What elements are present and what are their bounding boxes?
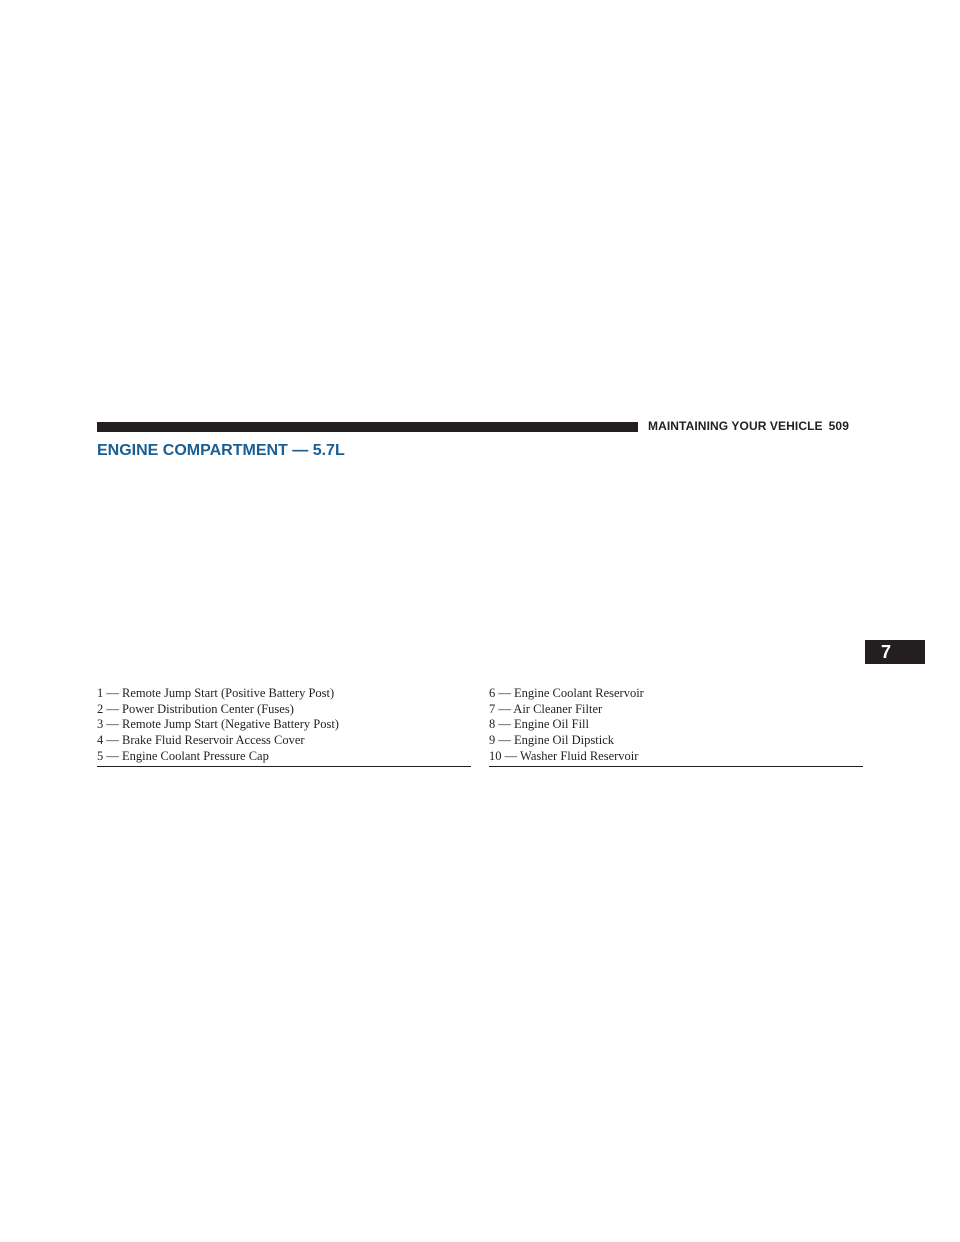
chapter-number: 7: [881, 642, 892, 662]
legend-item-10: 10 — Washer Fluid Reservoir: [489, 748, 639, 763]
legend-left-column: [97, 686, 471, 767]
legend-item-7: 7 — Air Cleaner Filter: [489, 701, 603, 716]
legend-right-column: [489, 686, 863, 767]
legend-item-1: 1 — Remote Jump Start (Positive Battery Post): [97, 686, 335, 700]
legend-item-2: 2 — Power Distribution Center (Fuses): [97, 701, 294, 716]
legend-item-5: 5 — Engine Coolant Pressure Cap: [97, 748, 269, 763]
legend-item-3: 3 — Remote Jump Start (Negative Battery Post): [97, 717, 339, 732]
legend-item-6: 6 — Engine Coolant Reservoir: [489, 686, 644, 700]
header-rule-bar: [97, 422, 638, 432]
section-title: ENGINE COMPARTMENT — 5.7L: [97, 442, 345, 459]
chapter-tab[interactable]: [865, 640, 925, 664]
legend-item-8: 8 — Engine Oil Fill: [489, 717, 589, 732]
legend-item-4: 4 — Brake Fluid Reservoir Access Cover: [97, 733, 305, 748]
legend-item-9: 9 — Engine Oil Dipstick: [489, 733, 614, 748]
page-number: 509: [828, 419, 849, 433]
running-header: [648, 419, 849, 433]
header-section-title: MAINTAINING YOUR VEHICLE: [648, 419, 823, 433]
